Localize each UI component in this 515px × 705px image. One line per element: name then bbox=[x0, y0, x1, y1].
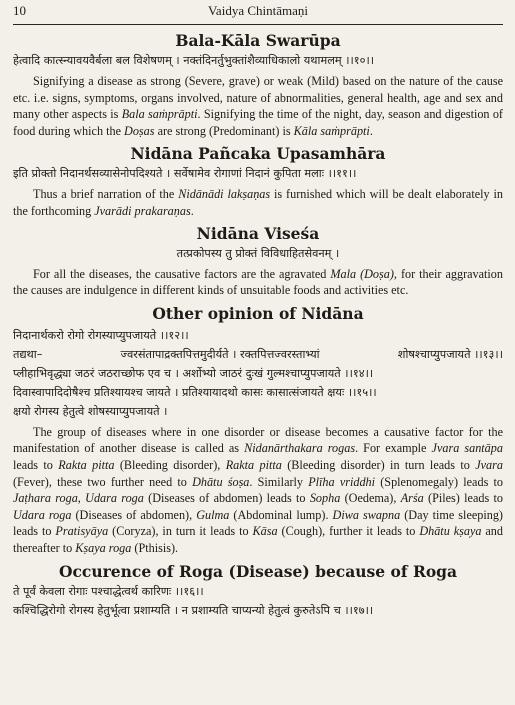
text-run: are strong (Predominant) is bbox=[154, 123, 294, 138]
sanskrit-verse-line: दिवास्वापादिदोषैश्च प्रतिश्यायश्च जायते । प्रतिश्यायादथो कासः कासात्संजायते क्षयः ।।१५।। bbox=[13, 385, 377, 399]
sanskrit-verse-block bbox=[13, 326, 503, 421]
italic-term: Doṣas bbox=[124, 123, 155, 138]
sanskrit-verse-line: प्लीहाभिवृद्ध्या जठरं जठराच्छोफ एव च । अर्शोभ्यो जाठरं दुःखं गुल्मश्चाप्युपजायते ।।१४।। bbox=[13, 366, 374, 380]
text-run: . bbox=[190, 203, 194, 218]
sanskrit-verse-line: ते पूर्वं केवला रोगाः पश्चाद्धेत्वर्थ कारिणः ।।१६।। bbox=[13, 584, 204, 598]
sanskrit-verse-line bbox=[13, 345, 503, 364]
text-run: leads to bbox=[13, 457, 59, 472]
italic-term: Bala saṁprāpti bbox=[121, 107, 198, 122]
text-run: . Signifying the time of the night, day, season and digestion of food during which the bbox=[13, 107, 503, 138]
text-run: . Similarly bbox=[249, 474, 309, 489]
italic-term: Rakta pitta bbox=[58, 457, 115, 472]
section-heading: Other opinion of Nidāna bbox=[152, 303, 364, 323]
text-run: (Fever), these two further need to bbox=[13, 474, 193, 489]
text-run: (Bleeding disorder), bbox=[114, 457, 226, 472]
section-heading: Occurence of Roga (Disease) because of Roga bbox=[58, 561, 458, 581]
text-run: (Cough), further it leads to bbox=[277, 524, 420, 539]
section-heading: Nidāna Pañcaka Upasamhāra bbox=[130, 144, 386, 164]
text-run: (Day time sleeping) leads to bbox=[13, 507, 503, 539]
italic-term: Rakta pitta bbox=[225, 457, 282, 472]
text-run: (Splenomegaly) leads to bbox=[375, 474, 503, 489]
italic-term: Dhātu kṣaya bbox=[419, 524, 482, 539]
italic-term: Nidānādi lakṣaṇas bbox=[178, 187, 271, 202]
text-run: Signifying a disease as strong (Severe, grave) or weak (Mild) based on the nature of the cause etc. i.e. signs, symptoms, organs involved, nature of abnormalities, general health, age and sex and many other aspects is bbox=[13, 74, 503, 122]
text-run: (Bleeding disorder) in turn leads to bbox=[281, 457, 476, 472]
verse-middle: ज्वरसंतापाद्रक्तपित्तमुदीर्यते । रक्तपित्तज्वरस्ताभ्यां bbox=[120, 347, 320, 361]
italic-term: Kṣaya roga bbox=[75, 540, 132, 555]
sanskrit-verse-line: क्षयो रोगस्य हेतुत्वे शोषस्याप्युपजायते । bbox=[13, 404, 168, 418]
text-run: . For example bbox=[355, 441, 432, 456]
text-run: (Piles) leads to bbox=[423, 491, 503, 506]
text-run: The group of diseases where in one disorder or disease becomes a causative factor for the manifestation of another disease is called as bbox=[13, 424, 503, 456]
italic-term: Mala (Doṣa) bbox=[330, 266, 394, 281]
italic-term: Diwa swapna bbox=[332, 507, 401, 522]
italic-term: Sopha bbox=[309, 491, 341, 506]
italic-term: Nidanārthakara rogas bbox=[244, 441, 356, 456]
sanskrit-verse: तत्प्रकोपस्य तु प्रोक्तं विविधाहितसेवनम् । bbox=[176, 246, 340, 260]
text-run: (Abdominal lump). bbox=[229, 507, 333, 522]
section-paragraph bbox=[13, 73, 503, 139]
section-nidana-visesa bbox=[13, 224, 503, 299]
page-header bbox=[13, 0, 503, 25]
text-run: . bbox=[369, 123, 373, 138]
verse-end: शोषश्चाप्युपजायते ।।१३।। bbox=[397, 347, 503, 361]
section-bala-kala bbox=[13, 31, 503, 139]
text-run: (Diseases of abdomen) leads to bbox=[143, 491, 310, 506]
italic-term: Dhātu śoṣa bbox=[192, 474, 250, 489]
text-run: (Pthisis). bbox=[131, 540, 179, 555]
italic-term: Jvara bbox=[475, 457, 503, 472]
italic-term: Jvara santāpa bbox=[431, 441, 503, 456]
italic-term: Jaṭhara roga, Udara roga bbox=[13, 491, 144, 506]
text-run: is furnished which will be dealt elaborately in the forthcoming bbox=[13, 187, 503, 218]
section-nidana-pancaka bbox=[13, 144, 503, 219]
text-run: and thereafter to bbox=[13, 524, 503, 555]
text-run: , for their aggravation the causes are indulgence in different kinds of unsuitable foods and activities etc. bbox=[13, 266, 503, 298]
sanskrit-verse-line: कश्चिद्धिरोगो रोगस्य हेतुर्भूत्वा प्रशाम्यति । न प्रशाम्यति चाप्यन्यो हेतुत्वं कुरुतेऽपि च ।।१७।। bbox=[13, 603, 374, 617]
italic-term: Arśa bbox=[400, 491, 424, 506]
section-heading: Bala-Kāla Swarūpa bbox=[175, 31, 341, 50]
text-run: For all the diseases, the causative factors are the agravated bbox=[33, 266, 331, 281]
sanskrit-verse-line: निदानार्थकरो रोगो रोगस्याप्युपजायते ।।१२।। bbox=[13, 328, 189, 342]
sanskrit-verse: हेत्वादि कात्स्न्यावयवैर्बला बल विशेषणम् । नक्तंदिनर्तुभुक्तांशैव्याधिकालो यथामलम् ।।१०।। bbox=[13, 54, 375, 67]
section-paragraph bbox=[13, 266, 503, 299]
italic-term: Udara roga bbox=[13, 507, 72, 522]
italic-term: Pratisyāya bbox=[55, 524, 109, 539]
page-number: 10 bbox=[13, 3, 26, 18]
text-run: (Oedema), bbox=[340, 491, 401, 506]
section-other-opinion bbox=[13, 304, 503, 557]
running-title: Vaidya Chintāmaṇi bbox=[207, 3, 308, 18]
section-paragraph bbox=[13, 186, 503, 219]
italic-term: Jvarādi prakaraṇas bbox=[94, 203, 191, 218]
section-roga-because-of-roga bbox=[13, 562, 503, 620]
sanskrit-verse: इति प्रोक्तो निदानर्थसव्यासेनोपदिश्यते । सर्वेषामेव रोगाणां निदानं कुपिता मलाः ।।११।। bbox=[13, 167, 357, 181]
section-heading: Nidāna Viseśa bbox=[196, 223, 320, 243]
text-run: (Coryza), in turn it leads to bbox=[108, 524, 253, 539]
italic-term: Kāla saṁprāpti bbox=[293, 123, 370, 138]
text-run: Thus a brief narration of the bbox=[33, 187, 179, 202]
italic-term: Gulma bbox=[196, 507, 230, 522]
section-paragraph bbox=[13, 424, 503, 557]
verse-lead: तद्यथा– bbox=[13, 347, 43, 361]
text-run: (Diseases of abdomen), bbox=[71, 507, 197, 522]
italic-term: Kāsa bbox=[252, 524, 278, 539]
italic-term: Plīha vriddhi bbox=[308, 474, 376, 489]
